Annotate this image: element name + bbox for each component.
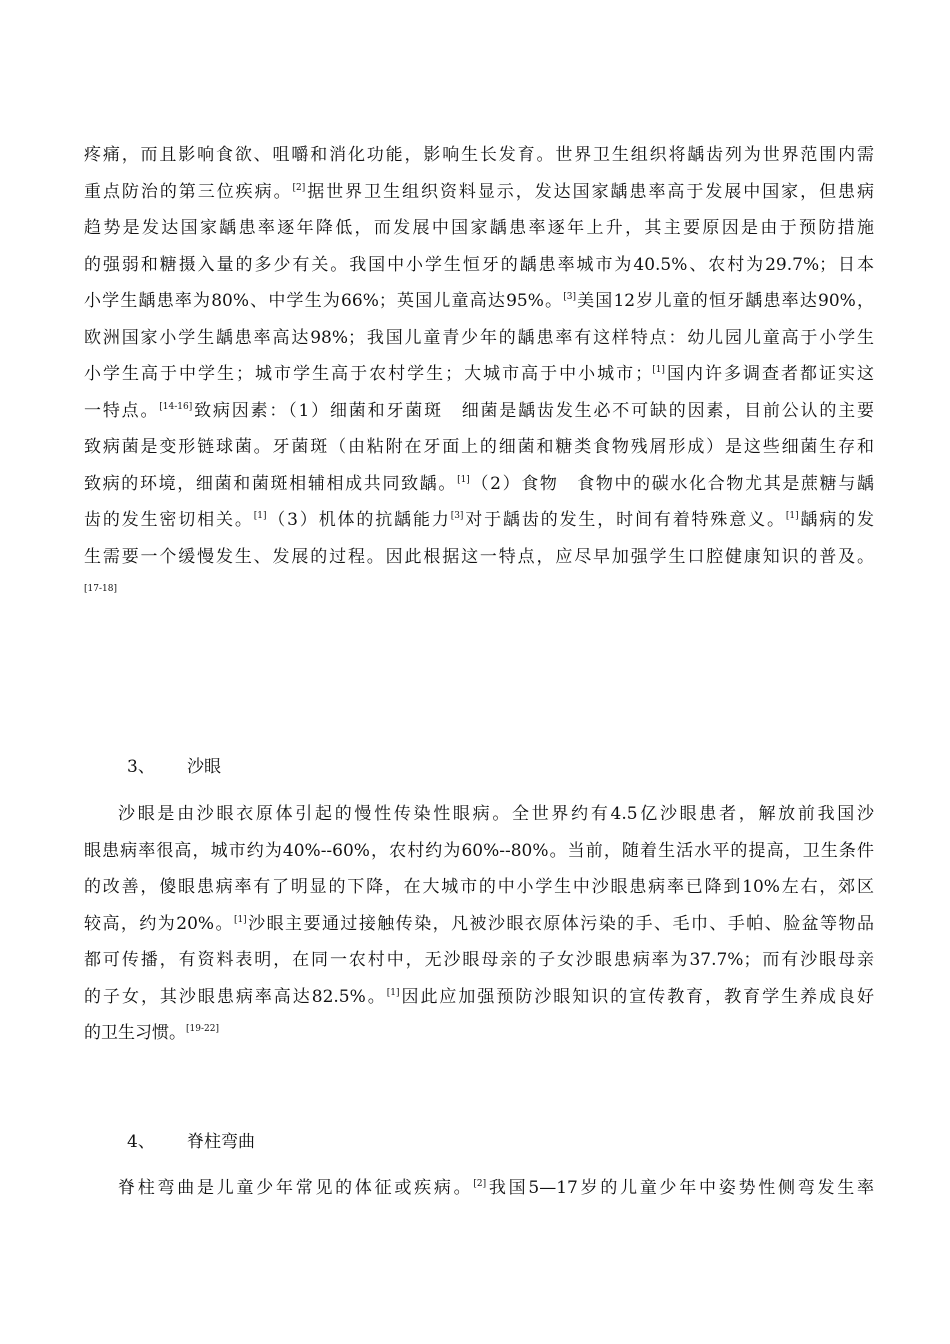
citation-ref: [3] <box>450 511 464 521</box>
text-run: 生需要一个缓慢发生、发展的过程。因此根据这一特点，应尽早加强学生口腔健康知识的普及。 <box>84 546 874 567</box>
text-run: 国内许多调查者都证实这 <box>664 364 875 384</box>
citation-ref: [1] <box>233 914 247 925</box>
text-line <box>84 320 874 357</box>
text-line <box>84 174 874 211</box>
text-run: 趋势是发达国家龋患率逐年降低，而发展中国家龋患率逐年上升，其主要原因是由于预防措施 <box>84 218 874 238</box>
trachoma-paragraph <box>84 796 874 1052</box>
section-number: 3、 <box>127 757 155 777</box>
text-line <box>84 906 874 943</box>
text-line <box>84 869 874 906</box>
text-run: 都可传播，有资料表明，在同一农村中，无沙眼母亲的子女沙眼患病率为37.7%；而有沙眼母亲 <box>84 950 874 970</box>
text-run: （2）食物 食物中的碳水化合物尤其是蔗糖与龋 <box>469 473 874 494</box>
text-run: 龋病的发 <box>798 510 875 530</box>
citation-ref: [2] <box>473 1179 487 1189</box>
text-line <box>84 833 874 870</box>
text-run: 眼患病率很高，城市约为40%--60%，农村约为60%--80%。当前，随着生活水平的提高，卫生条件 <box>84 840 874 861</box>
citation-ref: [3] <box>563 292 576 302</box>
citation-ref: [19-22] <box>186 1024 219 1034</box>
text-line <box>84 1170 874 1207</box>
text-run: 小学生龋患率为80%、中学生为66%；英国儿童高达95%。 <box>84 291 564 311</box>
section-title: 沙眼 <box>187 757 221 777</box>
text-run: 重点防治的第三位疾病。 <box>84 181 293 202</box>
section-number: 4、 <box>127 1132 155 1152</box>
text-line <box>84 210 874 247</box>
text-run: 沙眼是由沙眼衣原体引起的慢性传染性眼病。全世界约有4.5亿沙眼患者，解放前我国沙 <box>118 804 874 824</box>
text-run: 我国5—17岁的儿童少年中姿势性侧弯发生率 <box>486 1178 875 1198</box>
citation-ref: [1] <box>652 365 665 375</box>
citation-ref: [1] <box>386 987 400 998</box>
text-run: 沙眼主要通过接触传染，凡被沙眼衣原体污染的手、毛巾、手帕、脸盆等物品 <box>246 913 874 934</box>
text-run: 的改善，傻眼患病率有了明显的下降，在大城市的中小学生中沙眼患病率已降到10%左右，郊区 <box>84 877 874 897</box>
text-line <box>84 502 874 539</box>
citation-ref: [14-16] <box>159 401 193 412</box>
section-heading-trachoma <box>127 752 221 782</box>
text-run: 较高，约为20%。 <box>84 913 234 934</box>
section-title: 脊柱弯曲 <box>187 1132 255 1152</box>
citation-ref: [1] <box>253 511 267 521</box>
text-line <box>84 796 874 833</box>
text-run: （3）机体的抗龋能力 <box>266 510 451 530</box>
text-line <box>84 393 874 430</box>
text-line <box>84 356 874 393</box>
text-line <box>84 466 874 503</box>
text-run: 的卫生习惯。 <box>84 1023 186 1043</box>
citation-ref: [1] <box>785 511 799 521</box>
text-run: 脊柱弯曲是儿童少年常见的体征或疾病。 <box>118 1178 474 1198</box>
text-run: 小学生高于中学生；城市学生高于农村学生；大城市高于中小城市； <box>84 364 653 384</box>
text-run: 致病菌是变形链球菌。牙菌斑（由粘附在牙面上的细菌和糖类食物残屑形成）是这些细菌生存和 <box>84 437 874 457</box>
text-run: 对于龋齿的发生，时间有着特殊意义。 <box>463 510 786 530</box>
caries-paragraph <box>84 137 874 612</box>
citation-ref: [1] <box>457 474 470 485</box>
text-run: 的强弱和糖摄入量的多少有关。我国中小学生恒牙的龋患率城市为40.5%、农村为29.7%；日本 <box>84 254 874 275</box>
text-run: 致病因素：（1）细菌和牙菌斑 细菌是龋齿发生必不可缺的因素，目前公认的主要 <box>192 400 874 421</box>
text-line <box>84 942 874 979</box>
text-line <box>84 247 874 284</box>
text-run: 因此应加强预防沙眼知识的宣传教育，教育学生养成良好 <box>399 986 874 1007</box>
section-heading-spine <box>127 1127 255 1157</box>
spine-paragraph <box>84 1170 874 1207</box>
text-run: 致病的环境，细菌和菌斑相辅相成共同致龋。 <box>84 473 458 494</box>
text-line <box>84 539 874 576</box>
text-line <box>84 283 874 320</box>
text-line <box>84 1015 874 1052</box>
citation-ref: [2] <box>292 182 306 193</box>
text-run: 据世界卫生组织资料显示，发达国家龋患率高于发展中国家，但患病 <box>305 181 874 202</box>
text-run: 齿的发生密切相关。 <box>84 510 254 530</box>
text-run: 疼痛，而且影响食欲、咀嚼和消化功能，影响生长发育。世界卫生组织将龋齿列为世界范围内需 <box>84 145 874 165</box>
text-line <box>84 429 874 466</box>
text-line <box>84 575 874 612</box>
text-run: 的子女，其沙眼患病率高达82.5%。 <box>84 986 387 1007</box>
text-run: 欧洲国家小学生龋患率高达98%；我国儿童青少年的龋患率有这样特点：幼儿园儿童高于小学生 <box>84 327 874 348</box>
citation-ref: [17-18] <box>84 584 117 594</box>
text-line <box>84 979 874 1016</box>
text-run: 美国12岁儿童的恒牙龋患率达90%， <box>575 291 874 311</box>
text-line <box>84 137 874 174</box>
text-run: 一特点。 <box>84 400 160 421</box>
